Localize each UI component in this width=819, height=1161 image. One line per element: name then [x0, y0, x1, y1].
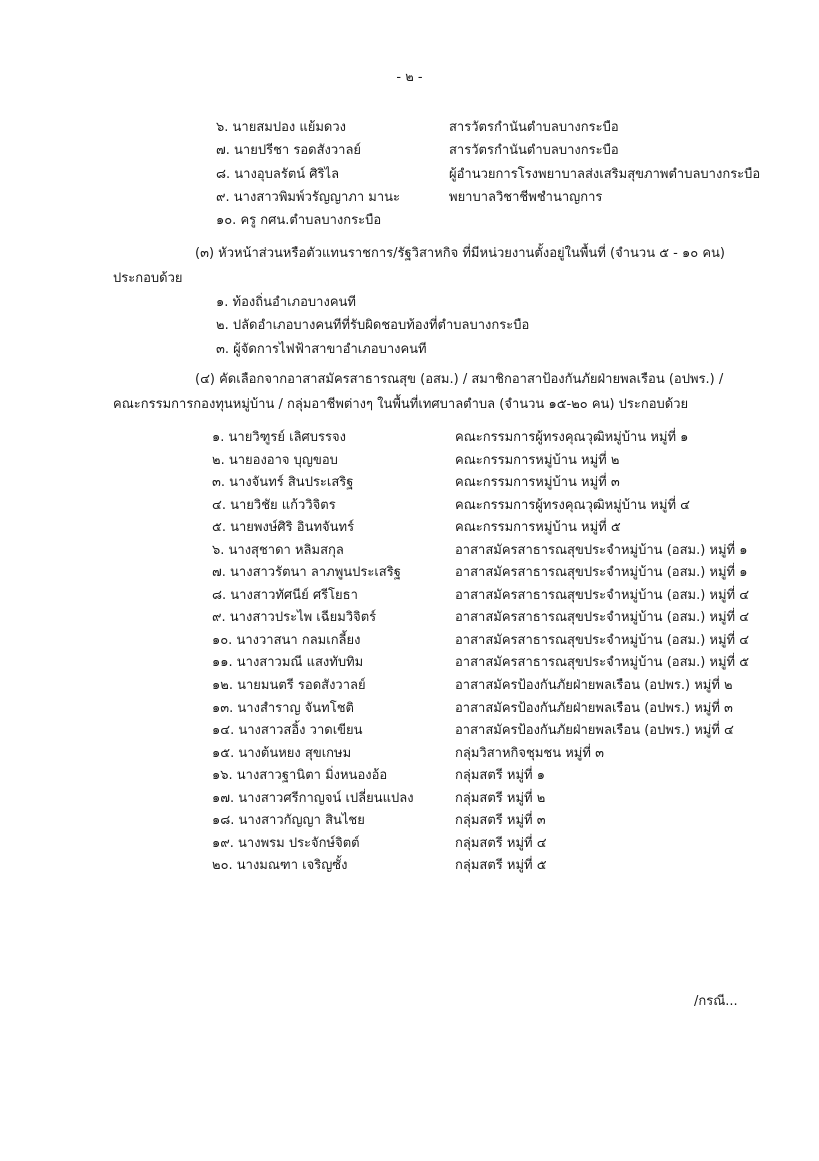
member-row — [0, 163, 819, 186]
page-number: - ๒ - — [396, 70, 423, 85]
member-row — [0, 427, 819, 450]
member-row — [0, 675, 819, 698]
member-role: อาสาสมัครสาธารณสุขประจำหมู่บ้าน (อสม.) หมู่ที่ ๕ — [455, 655, 750, 671]
list-item: ๒. ปลัดอำเภอบางคนทีที่รับผิดชอบท้องที่ตำบลบางกระบือ — [216, 318, 530, 334]
member-role: คณะกรรมการหมู่บ้าน หมู่ที่ ๓ — [455, 475, 620, 491]
member-name: ๘. นางสาวทัศนีย์ ศรีโยธา — [212, 587, 358, 603]
member-row — [0, 209, 819, 232]
member-role: คณะกรรมการผู้ทรงคุณวุฒิหมู่บ้าน หมู่ที่ ๑ — [455, 430, 689, 445]
member-name: ๙. นางสาวพิมพ์วรัญญาภา มานะ — [216, 189, 401, 205]
member-row — [0, 630, 819, 653]
member-row — [0, 720, 819, 743]
member-row — [0, 472, 819, 495]
member-name: ๑. นายวิฑูรย์ เลิศบรรจง — [212, 430, 346, 445]
member-name: ๑๒. นายมนตรี รอดสังวาลย์ — [212, 678, 366, 694]
member-row — [0, 855, 819, 878]
member-role: กลุ่มสตรี หมู่ที่ ๔ — [455, 835, 547, 851]
member-role: อาสาสมัครป้องกันภัยฝ่ายพลเรือน (อปพร.) หมู่ที่ ๓ — [455, 700, 733, 716]
member-role: คณะกรรมการหมู่บ้าน หมู่ที่ ๕ — [455, 520, 621, 536]
member-role: กลุ่มสตรี หมู่ที่ ๑ — [455, 768, 545, 784]
member-name: ๖. นายสมปอง แย้มดวง — [216, 120, 347, 135]
member-role: อาสาสมัครป้องกันภัยฝ่ายพลเรือน (อปพร.) หมู่ที่ ๔ — [455, 723, 734, 739]
member-role: สารวัตรกำนันตำบลบางกระบือ — [449, 143, 619, 159]
member-row — [0, 810, 819, 833]
section-4-heading-continued: คณะกรรมการกองทุนหมู่บ้าน / กลุ่มอาชีพต่างๆ ในพื้นที่เทศบาลตำบล (จำนวน ๑๕-๒๐ คน) ประกอบด้วย — [113, 397, 689, 412]
member-role: อาสาสมัครสาธารณสุขประจำหมู่บ้าน (อสม.) หมู่ที่ ๔ — [455, 587, 750, 603]
member-role: กลุ่มสตรี หมู่ที่ ๓ — [455, 813, 546, 829]
member-name: ๑๕. นางต้นหยง สุขเกษม — [212, 745, 352, 761]
member-row — [0, 562, 819, 585]
continuation-marker: /กรณี... — [694, 994, 738, 1009]
member-name: ๖. นางสุชาดา หลิมสกุล — [212, 542, 344, 558]
member-row — [0, 540, 819, 563]
member-role: อาสาสมัครสาธารณสุขประจำหมู่บ้าน (อสม.) หมู่ที่ ๑ — [455, 565, 748, 581]
member-name: ๗. นางสาวรัตนา ลาภพูนประเสริฐ — [212, 565, 401, 581]
section-2-member-list — [0, 116, 819, 232]
member-row — [0, 517, 819, 540]
member-name: ๒๐. นางมณฑา เจริญซั้ง — [212, 858, 348, 874]
member-role: พยาบาลวิชาชีพชำนาญการ — [449, 189, 603, 205]
member-name: ๙. นางสาวประไพ เฉียมวิจิตร์ — [212, 610, 377, 626]
member-name: ๑๖. นางสาวฐานิตา มิ่งหนองอ้อ — [212, 768, 388, 784]
member-row — [0, 450, 819, 473]
section-3-list — [216, 291, 529, 361]
member-name: ๓. นางจันทร์ สินประเสริฐ — [212, 475, 354, 491]
member-row — [0, 743, 819, 766]
member-name: ๑๗. นางสาวศรีกาญจน์ เปลี่ยนแปลง — [212, 790, 414, 806]
member-role: อาสาสมัครป้องกันภัยฝ่ายพลเรือน (อปพร.) หมู่ที่ ๒ — [455, 678, 733, 694]
section-4-heading: (๔) คัดเลือกจากอาสาสมัครสาธารณสุข (อสม.) / สมาชิกอาสาป้องกันภัยฝ่ายพลเรือน (อปพร.) / — [195, 372, 724, 387]
member-row — [0, 116, 819, 139]
member-row — [0, 698, 819, 721]
member-name: ๑๔. นางสาวสอิ้ง วาดเขียน — [212, 723, 363, 739]
section-3-heading-continued: ประกอบด้วย — [113, 271, 183, 286]
member-name: ๗. นายปรีชา รอดสังวาลย์ — [216, 143, 362, 159]
member-role: สารวัตรกำนันตำบลบางกระบือ — [449, 120, 619, 135]
member-role: กลุ่มวิสาหกิจชุมชน หมู่ที่ ๓ — [455, 745, 604, 761]
member-name: ๑๐. นางวาสนา กลมเกลี้ยง — [212, 632, 361, 648]
member-row — [0, 607, 819, 630]
member-row — [0, 788, 819, 811]
list-item: ๓. ผู้จัดการไฟฟ้าสาขาอำเภอบางคนที — [216, 341, 427, 357]
member-name: ๘. นางอุบลรัตน์ ศิริไล — [216, 166, 340, 182]
member-name: ๔. นายวิชัย แก้ววิจิตร — [212, 497, 336, 513]
member-row — [0, 585, 819, 608]
member-role: คณะกรรมการหมู่บ้าน หมู่ที่ ๒ — [455, 452, 620, 468]
member-role: กลุ่มสตรี หมู่ที่ ๒ — [455, 790, 546, 806]
member-role: คณะกรรมการผู้ทรงคุณวุฒิหมู่บ้าน หมู่ที่ ๔ — [455, 497, 691, 513]
member-name: ๑๐. ครู กศน.ตำบลบางกระบือ — [216, 213, 382, 229]
member-name: ๑๓. นางสำราญ จันทโชติ — [212, 700, 354, 716]
member-role: ผู้อำนวยการโรงพยาบาลส่งเสริมสุขภาพตำบลบางกระบือ — [449, 166, 761, 182]
member-row — [0, 652, 819, 675]
list-item: ๑. ท้องถิ่นอำเภอบางคนที — [216, 295, 356, 310]
member-role: กลุ่มสตรี หมู่ที่ ๕ — [455, 858, 547, 874]
member-role: อาสาสมัครสาธารณสุขประจำหมู่บ้าน (อสม.) หมู่ที่ ๔ — [455, 610, 750, 626]
member-name: ๕. นายพงษ์ศิริ อินทจันทร์ — [212, 520, 355, 536]
section-3-heading: (๓) หัวหน้าส่วนหรือตัวแทนราชการ/รัฐวิสาหกิจ ที่มีหน่วยงานตั้งอยู่ในพื้นที่ (จำนวน ๕ - ๑๐ คน) — [195, 246, 725, 261]
member-name: ๑๘. นางสาวกัญญา สินไชย — [212, 813, 365, 829]
member-row — [0, 833, 819, 856]
member-row — [0, 186, 819, 209]
member-role: อาสาสมัครสาธารณสุขประจำหมู่บ้าน (อสม.) หมู่ที่ ๑ — [455, 542, 748, 558]
section-4-member-list — [0, 427, 819, 878]
member-name: ๒. นายองอาจ บุญขอบ — [212, 452, 338, 468]
member-row — [0, 139, 819, 162]
member-name: ๑๑. นางสาวมณี แสงทับทิม — [212, 655, 364, 671]
member-row — [0, 765, 819, 788]
member-role: อาสาสมัครสาธารณสุขประจำหมู่บ้าน (อสม.) หมู่ที่ ๔ — [455, 632, 750, 648]
member-name: ๑๙. นางพรม ประจักษ์จิตต์ — [212, 835, 360, 851]
member-row — [0, 495, 819, 518]
